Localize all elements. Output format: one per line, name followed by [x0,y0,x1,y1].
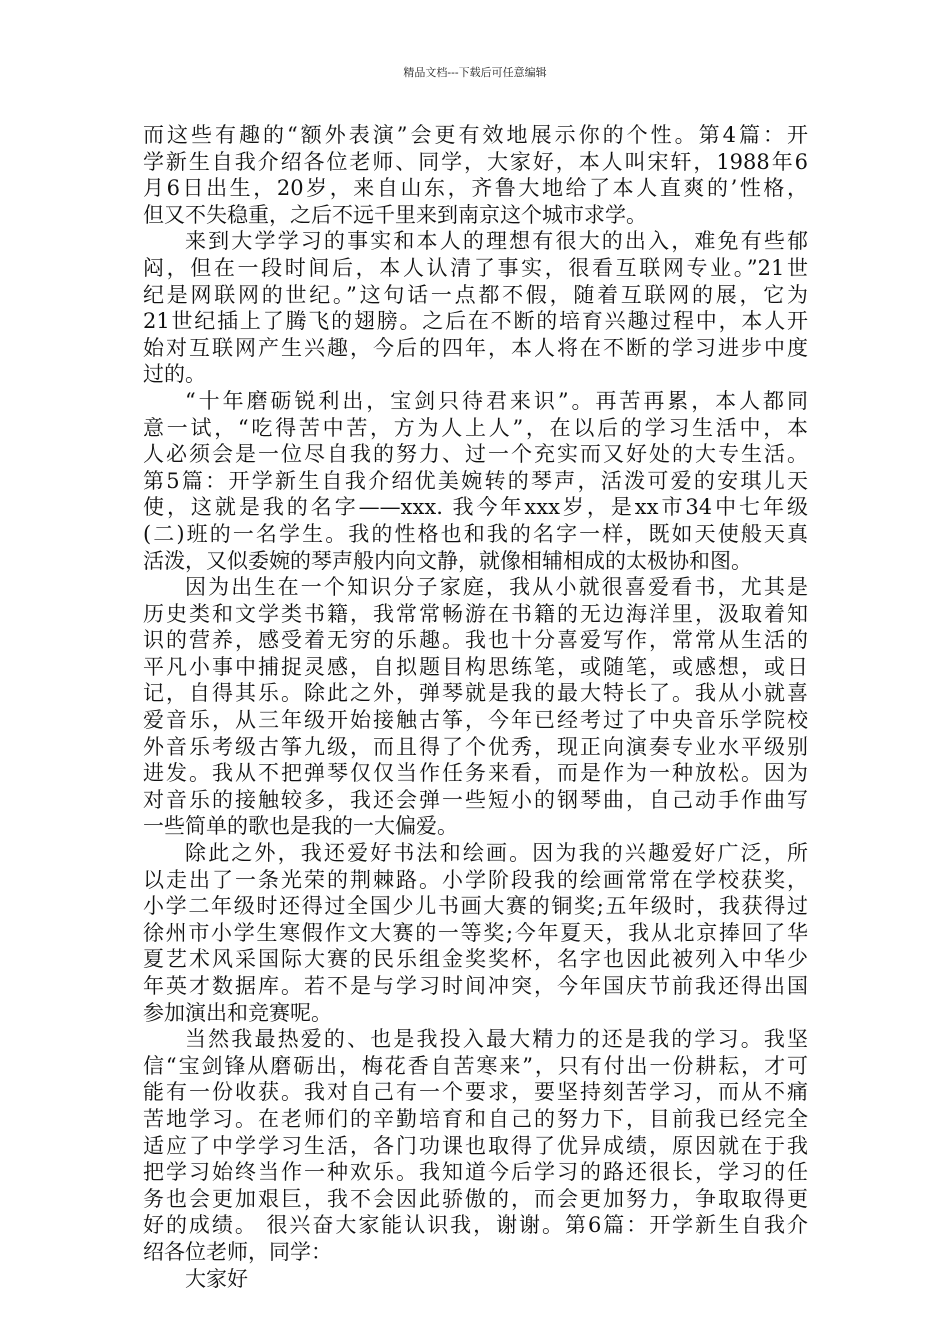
text-line: 而这些有趣的“额外表演”会更有效地展示你的个性。第4篇：开 [143,123,808,147]
text-line: 务也会更加艰巨，我不会因此骄傲的，而会更加努力，争取取得更 [143,1186,808,1211]
text-line: 外音乐考级古筝九级，而且得了个优秀，现正向演奏专业水平级别 [143,734,808,759]
text-line: 意一试，“吃得苦中苦，方为人上人”，在以后的学习生活中，本 [143,415,808,440]
text-line: 因为出生在一个知识分子家庭，我从小就很喜爱看书，尤其是 [185,575,808,600]
text-line: 对音乐的接触较多，我还会弹一些短小的钢琴曲，自己动手作曲写 [143,787,808,812]
text-line: 过的。 [143,362,206,387]
text-line: 学新生自我介绍各位老师、同学，大家好，本人叫宋轩，1988年6 [143,149,808,174]
text-line: 大家好 [185,1266,248,1291]
text-line: 信“宝剑锋从磨砺出，梅花香自苦寒来”，只有付出一份耕耘，才可 [143,1053,808,1078]
text-line: 来到大学学习的事实和本人的理想有很大的出入，难免有些郁 [185,229,808,254]
text-line: 夏艺术风采国际大赛的民乐组金奖奖杯，名字也因此被列入中华少 [143,947,808,972]
text-line: “十年磨砺锐利出，宝剑只待君来识”。再苦再累，本人都同 [185,388,808,413]
text-line: 21世纪插上了腾飞的翅膀。之后在不断的培育兴趣过程中，本人开 [143,309,808,334]
text-line: 好的成绩。 很兴奋大家能认识我，谢谢。第6篇：开学新生自我介 [143,1213,808,1238]
text-line: 小学二年级时还得过全国少儿书画大赛的铜奖;五年级时，我获得过 [143,894,808,919]
text-line: 把学习始终当作一种欢乐。我知道今后学习的路还很长，学习的任 [143,1160,808,1185]
text-line: 使，这就是我的名字——xxx. 我今年xxx岁，是xx市34中七年级 [143,495,808,520]
text-line: 识的营养，感受着无穷的乐趣。我也十分喜爱写作，常常从生活的 [143,628,808,653]
text-line: 活泼，又似委婉的琴声般内向文静，就像相辅相成的太极协和图。 [143,548,752,573]
text-line: 纪是网联网的世纪。”这句话一点都不假，随着互联网的展，它为 [143,282,808,307]
text-line: 以走出了一条光荣的荆棘路。小学阶段我的绘画常常在学校获奖， [143,867,808,892]
text-line: 适应了中学学习生活，各门功课也取得了优异成绩，原因就在于我 [143,1133,808,1158]
text-line: 年英才数据库。若不是与学习时间冲突，今年国庆节前我还得出国 [143,974,808,998]
text-line: 人必须会是一位尽自我的努力、过一个充实而又好处的大专生活。 [143,442,808,467]
text-line: 徐州市小学生寒假作文大赛的一等奖;今年夏天，我从北京捧回了华 [143,920,808,945]
text-line: 平凡小事中捕捉灵感，自拟题目构思练笔，或随笔，或感想，或日 [143,654,808,679]
text-line: 但又不失稳重，之后不远千里来到南京这个城市求学。 [143,202,647,227]
text-line: 始对互联网产生兴趣，今后的四年，本人将在不断的学习进步中度 [143,335,808,360]
text-line: (二)班的一名学生。我的性格也和我的名字一样，既如天使般天真 [143,521,808,546]
text-line: 记，自得其乐。除此之外，弹琴就是我的最大特长了。我从小就喜 [143,681,808,706]
text-line: 第5篇：开学新生自我介绍优美婉转的琴声，活泼可爱的安琪儿天 [143,468,808,493]
text-line: 能有一份收获。我对自己有一个要求，要坚持刻苦学习，而从不痛 [143,1080,808,1105]
text-line: 历史类和文学类书籍，我常常畅游在书籍的无边海洋里，汲取着知 [143,601,808,626]
page-header: 精品文档---下载后可任意编辑 [403,66,547,79]
text-line: 月6日出生，20岁，来自山东，齐鲁大地给了本人直爽的’性格， [143,176,808,201]
text-line: 闷，但在一段时间后，本人认清了事实，很看互联网专业。”21世 [143,255,808,280]
text-line: 当然我最热爱的、也是我投入最大精力的还是我的学习。我坚 [185,1027,808,1052]
text-line: 爱音乐，从三年级开始接触古筝，今年已经考过了中央音乐学院校 [143,708,808,733]
text-line: 参加演出和竞赛呢。 [143,1000,332,1025]
text-line: 进发。我从不把弹琴仅仅当作任务来看，而是作为一种放松。因为 [143,761,808,786]
document-body [143,122,808,1292]
text-line: 苦地学习。在老师们的辛勤培育和自己的努力下，目前我已经完全 [143,1106,808,1131]
text-line: 除此之外，我还爱好书法和绘画。因为我的兴趣爱好广泛，所 [185,841,808,866]
text-line: 一些简单的歌也是我的一大偏爱。 [143,814,458,839]
text-line: 绍各位老师，同学： [143,1239,332,1264]
